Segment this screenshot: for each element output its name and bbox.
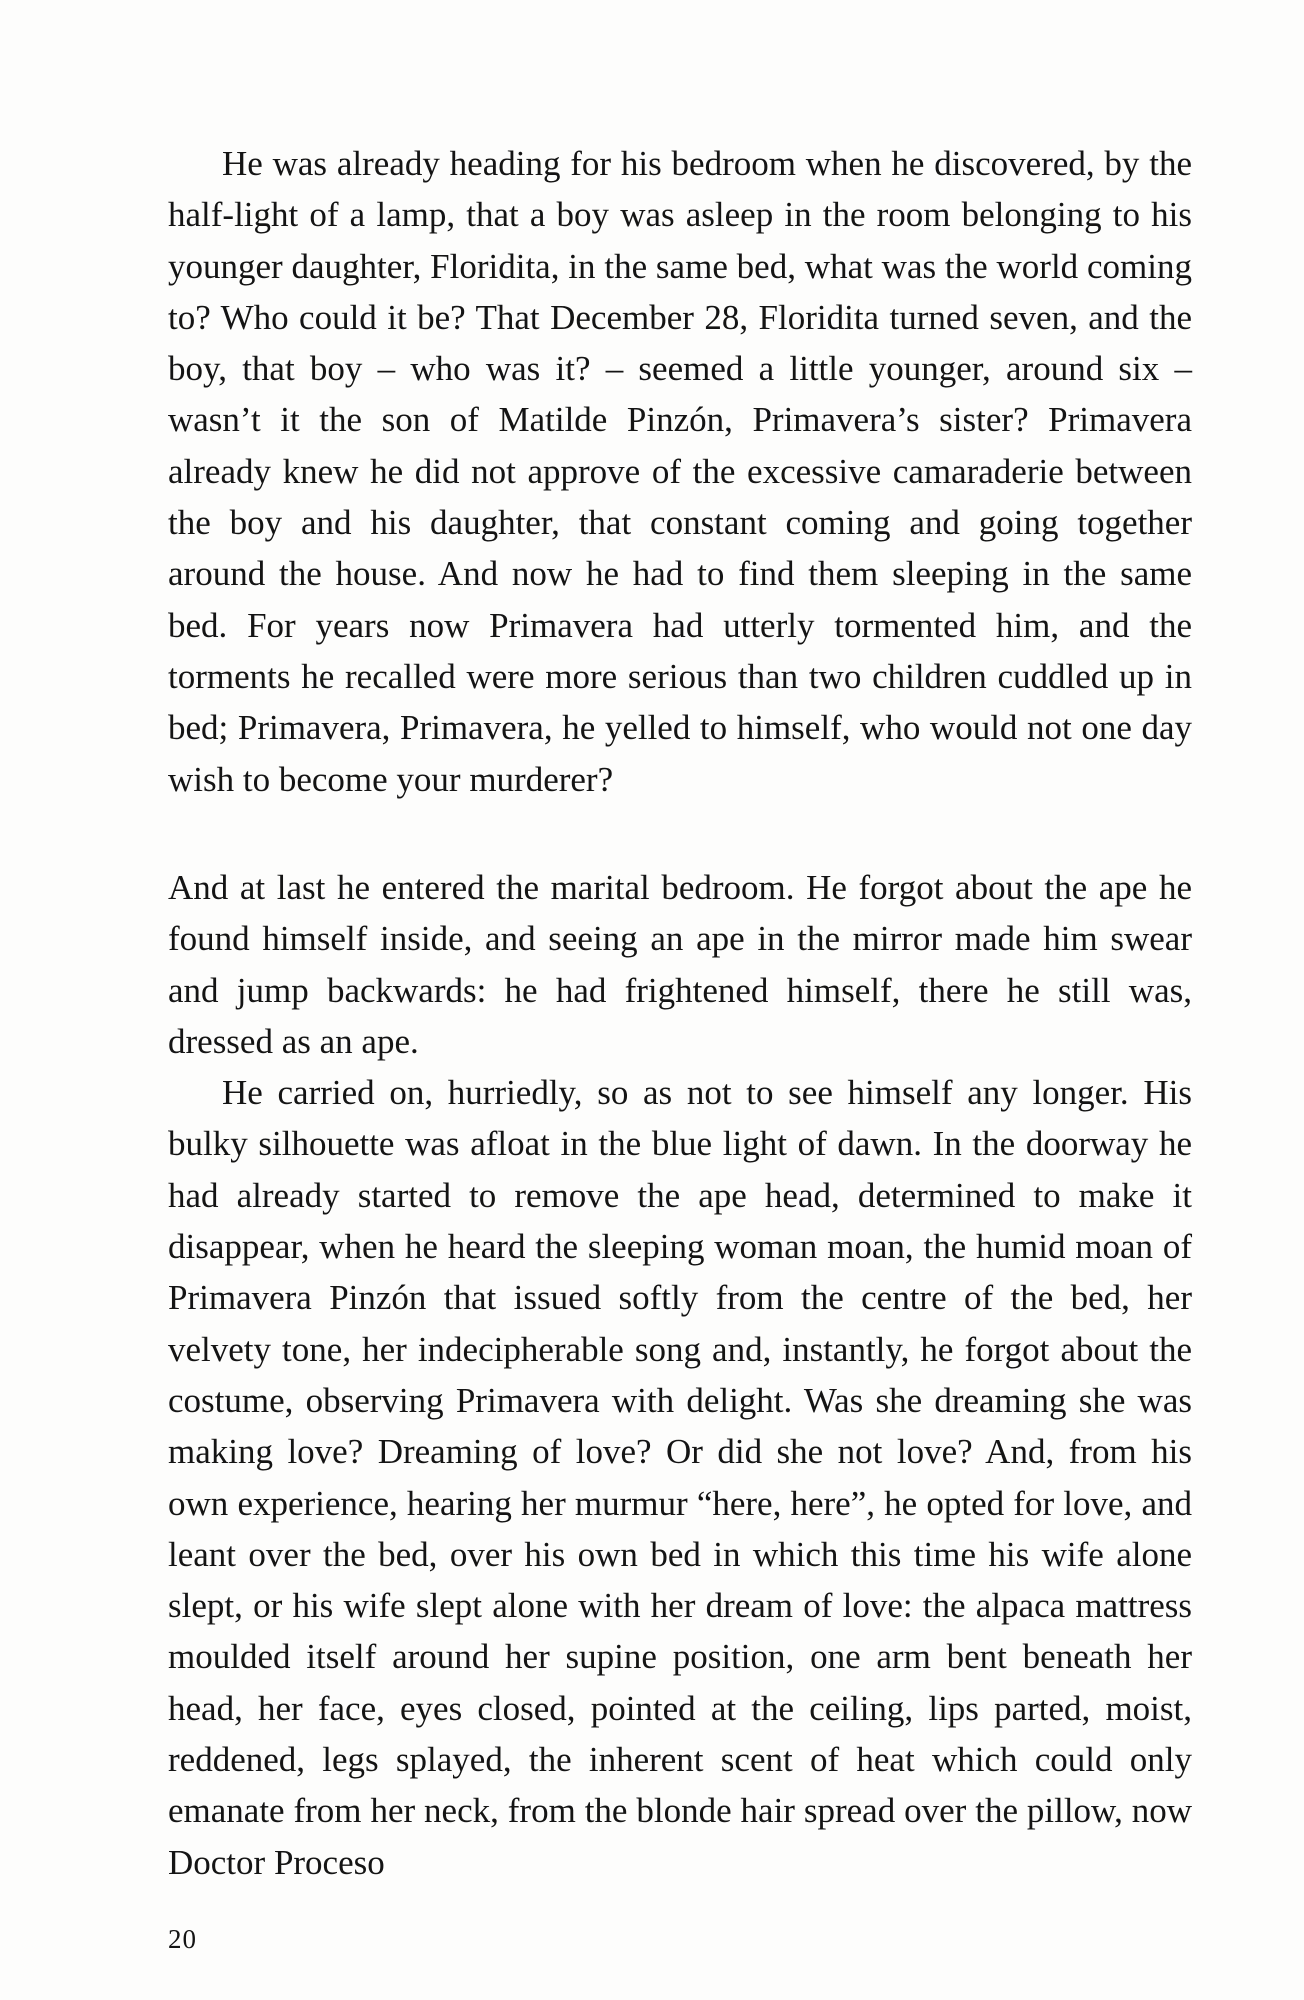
section-upper (168, 138, 1192, 805)
section-lower (168, 862, 1192, 1888)
paragraph-bedroom-discovery: He was already heading for his bedroom when he discovered, by the half-light of a lamp, that a boy was asleep in the room belonging to his younger daughter, Floridita, in the same bed, what was the world coming to? Who could it be? That December 28, Floridita turned seven, and the boy, that boy – who was it? – seemed a little younger, around six –wasn’t it the son of Matilde Pinzón, Primavera’s sister? Primavera already knew he did not approve of the excessive camaraderie between the boy and his daughter, that constant coming and going together around the house. And now he had to find them sleeping in the same bed. For years now Primavera had utterly tormented him, and the torments he recalled were more serious than two children cuddled up in bed; Primavera, Primavera, he yelled to himself, who would not one day wish to become your murderer? (168, 144, 1192, 799)
page-number: 20 (168, 1924, 197, 1954)
paragraph-primavera-dream: He carried on, hurriedly, so as not to see himself any longer. His bulky silhouette was afloat in the blue light of dawn. In the doorway he had already started to remove the ape head, determined to make it disappear, when he heard the sleeping woman moan, the humid moan of Primavera Pinzón that issued softly from the centre of the bed, her velvety tone, her indecipherable song and, instantly, he forgot about the costume, observing Primavera with delight. Was she dreaming she was making love? Dreaming of love? Or did she not love? And, from his own experience, hearing her murmur “here, here”, he opted for love, and leant over the bed, over his own bed in which this time his wife alone slept, or his wife slept alone with her dream of love: the alpaca mattress moulded itself around her supine position, one arm bent beneath her head, her face, eyes closed, pointed at the ceiling, lips parted, moist, reddened, legs splayed, the inherent scent of heat which could only emanate from her neck, from the blonde hair spread over the pillow, now Doctor Proceso (168, 1073, 1192, 1882)
paragraph-marital-bedroom: And at last he entered the marital bedroom. He forgot about the ape he found himself inside, and seeing an ape in the mirror made him swear and jump backwards: he had frightened himself, there he still was, dressed as an ape. (168, 868, 1192, 1061)
